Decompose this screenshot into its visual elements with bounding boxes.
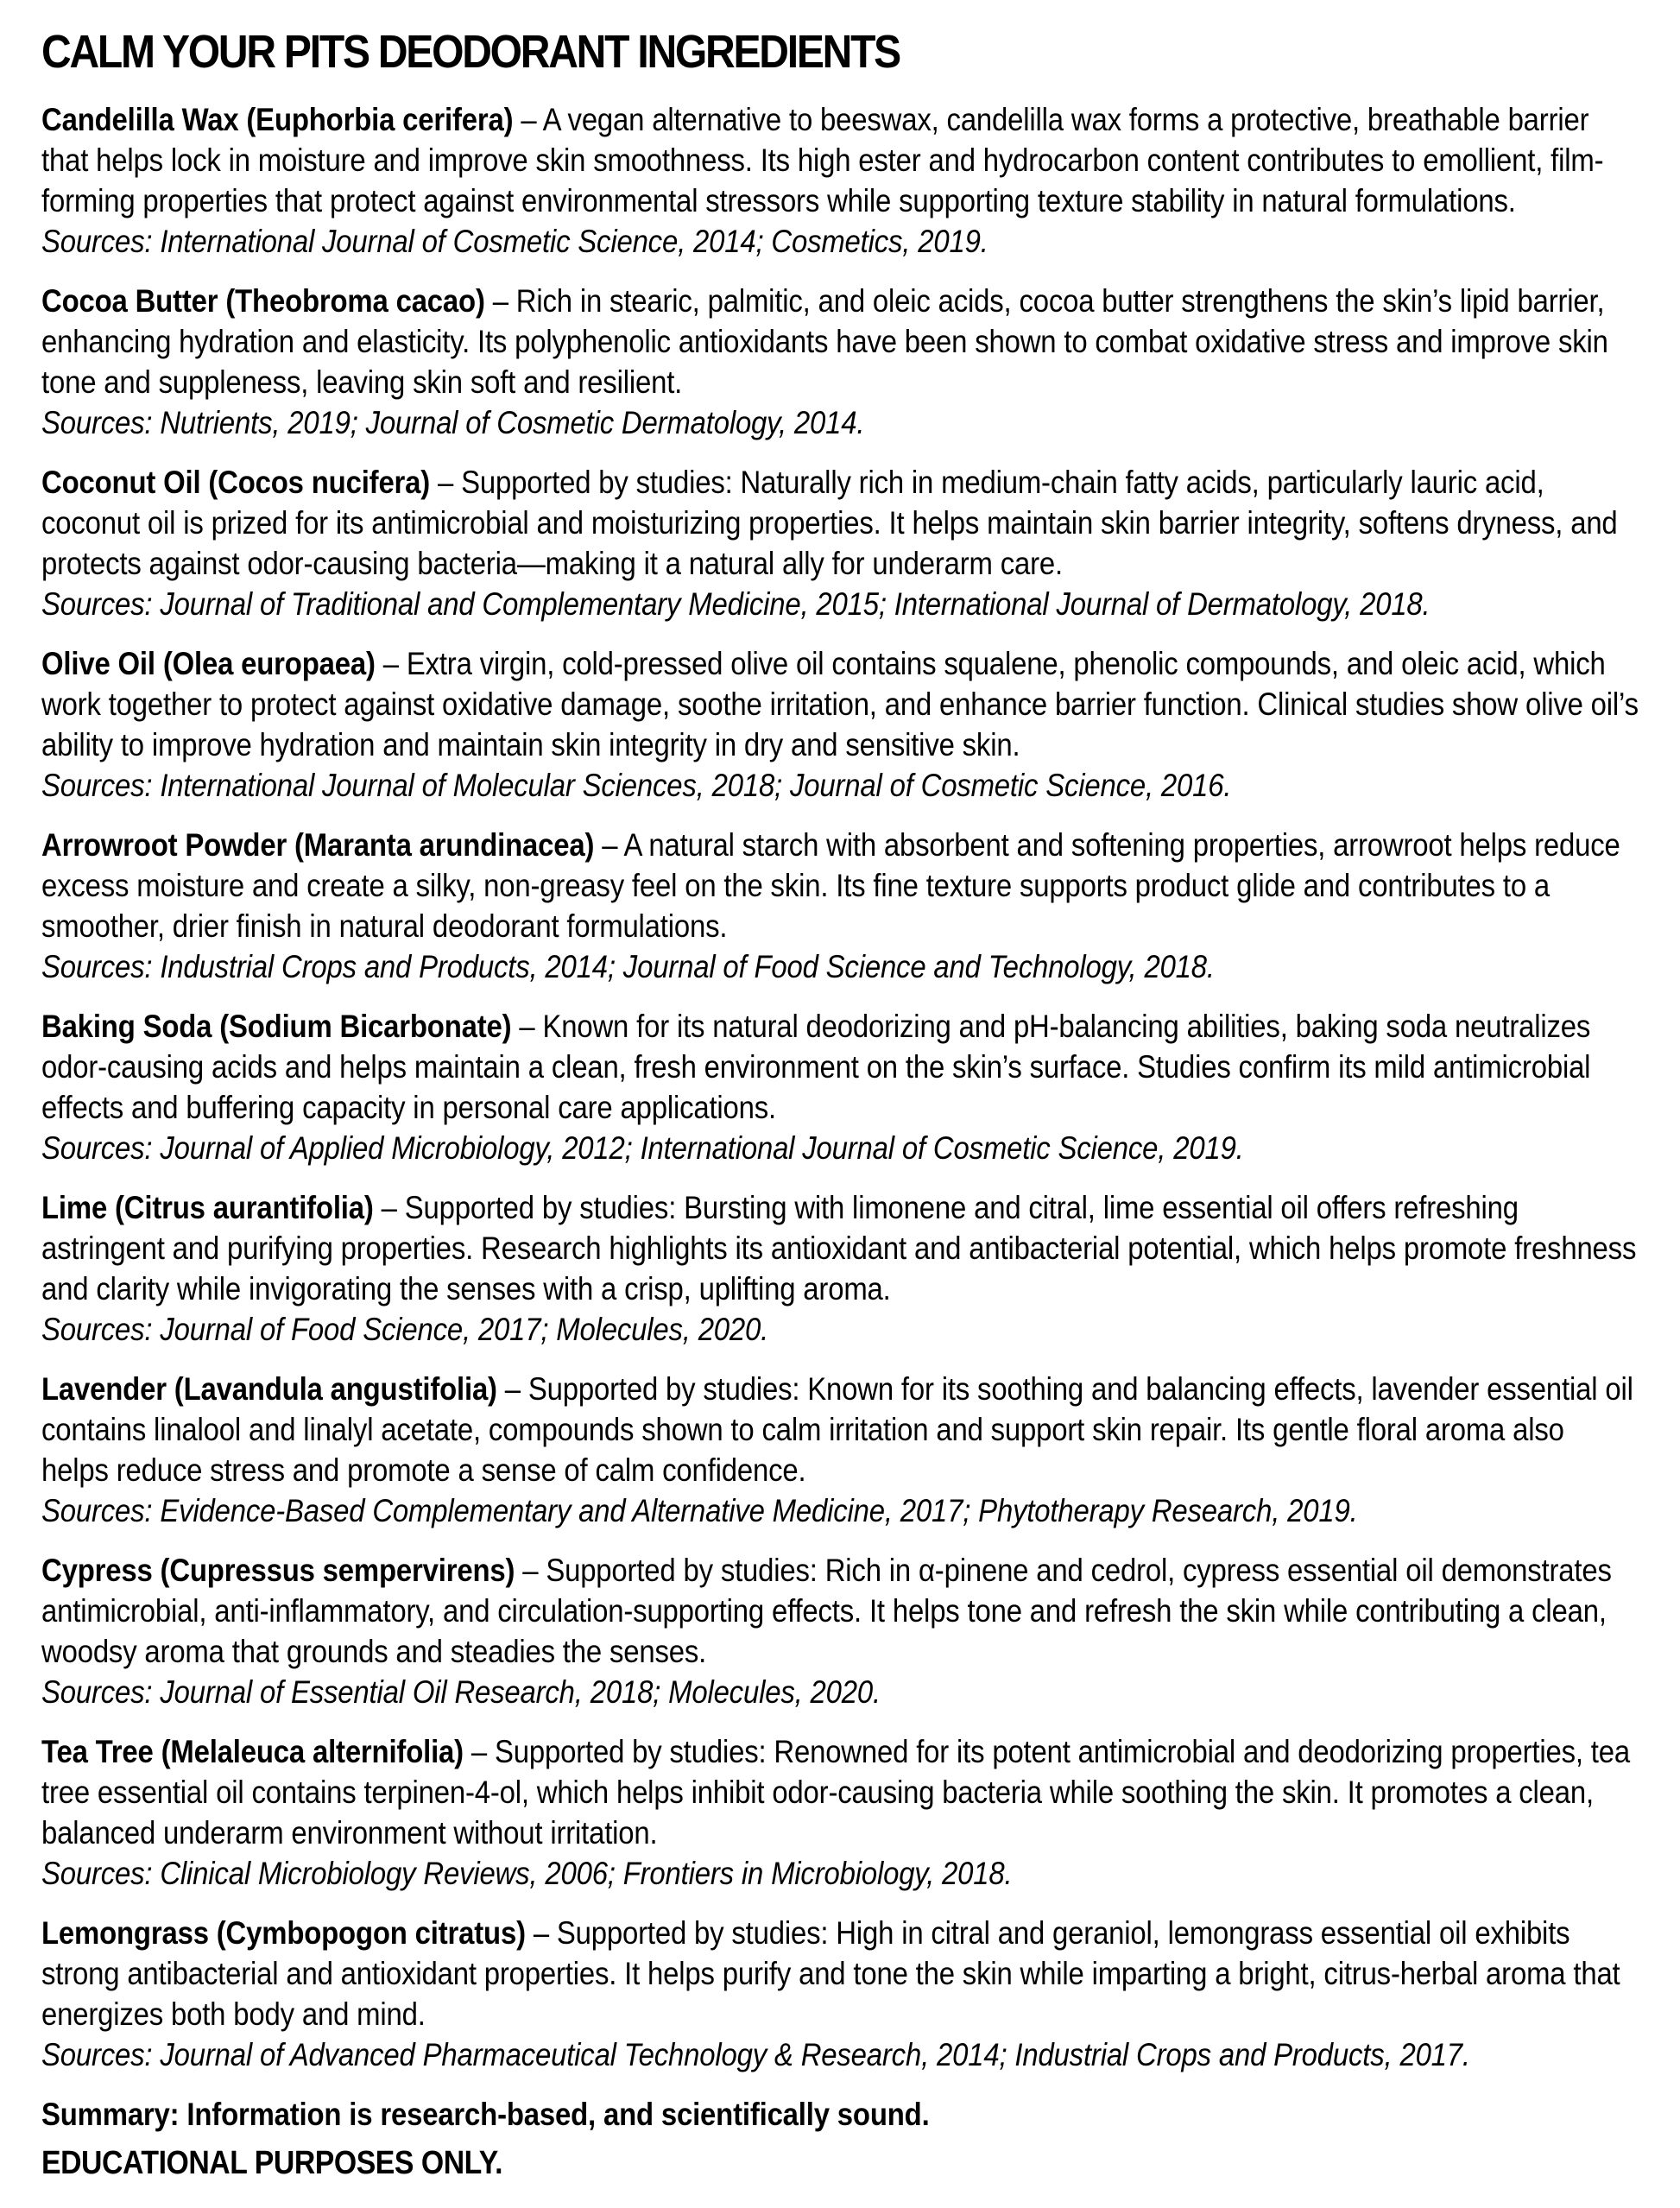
ingredient-paragraph — [41, 281, 1639, 402]
ingredient-sources: Sources: Nutrients, 2019; Journal of Cosmetic Dermatology, 2014. — [41, 405, 865, 440]
ingredient-entry — [41, 1006, 1639, 1168]
ingredient-name: Cocoa Butter (Theobroma cacao) — [41, 283, 485, 319]
ingredient-name: Candelilla Wax (Euphorbia cerifera) — [41, 102, 514, 137]
ingredient-description: – Supported by studies: Naturally rich in medium-chain fatty acids, particularly lauric acid, coconut oil is prized for its antimicrobial and moisturizing properties. It helps maintain skin barrier integrity, softens dryness, and protects against odor-causing bacteria—making it a natural ally for underarm care. — [41, 465, 1618, 581]
ingredient-entry — [41, 1187, 1639, 1350]
ingredient-paragraph — [41, 99, 1639, 221]
ingredient-paragraph — [41, 825, 1639, 946]
ingredient-description: – Extra virgin, cold-pressed olive oil contains squalene, phenolic compounds, and oleic acid, which work together to protect against oxidative damage, soothe irritation, and enhance barrier function. Clinical studies show olive oil’s ability to improve hydration and maintain skin integrity in dry and sensitive skin. — [41, 646, 1639, 762]
ingredient-description: – Supported by studies: Known for its soothing and balancing effects, lavender essential oil contains linalool and linalyl acetate, compounds shown to calm irritation and support skin repair. Its gentle floral aroma also helps reduce stress and promote a sense of calm confidence. — [41, 1371, 1633, 1488]
ingredient-paragraph — [41, 1006, 1639, 1128]
ingredient-description: – Supported by studies: High in citral and geraniol, lemongrass essential oil exhibits strong antibacterial and antioxidant properties. It helps purify and tone the skin while imparting a bright, citrus-herbal aroma that energizes both body and mind. — [41, 1915, 1620, 2032]
summary-line: Summary: Information is research-based, and scientifically sound. — [41, 2097, 930, 2132]
ingredient-sources: Sources: Industrial Crops and Products, 2014; Journal of Food Science and Technology, 2018. — [41, 949, 1215, 984]
ingredient-name: Arrowroot Powder (Maranta arundinacea) — [41, 827, 595, 863]
ingredient-entry — [41, 1550, 1639, 1712]
ingredient-entry — [41, 1369, 1639, 1531]
ingredient-sources: Sources: Journal of Advanced Pharmaceutical Technology & Research, 2014; Industrial Crops and Products, 2017. — [41, 2037, 1470, 2072]
ingredient-sources: Sources: Journal of Essential Oil Research, 2018; Molecules, 2020. — [41, 1674, 881, 1710]
ingredient-description: – Known for its natural deodorizing and pH-balancing abilities, baking soda neutralizes odor-causing acids and helps maintain a clean, fresh environment on the skin’s surface. Studies confirm its mild antimicrobial effects and buffering capacity in personal care applications. — [41, 1009, 1591, 1125]
ingredient-description: – A vegan alternative to beeswax, candelilla wax forms a protective, breathable barrier that helps lock in moisture and improve skin smoothness. Its high ester and hydrocarbon content contributes to emollient, film-forming properties that protect against environmental stressors while supporting texture stability in natural formulations. — [41, 102, 1604, 218]
ingredient-entry — [41, 281, 1639, 443]
ingredient-description: – Supported by studies: Renowned for its potent antimicrobial and deodorizing properties, tea tree essential oil contains terpinen-4-ol, which helps inhibit odor-causing bacteria while soothing the skin. It promotes a clean, balanced underarm environment without irritation. — [41, 1734, 1630, 1851]
ingredient-name: Tea Tree (Melaleuca alternifolia) — [41, 1734, 464, 1769]
ingredient-sources: Sources: Clinical Microbiology Reviews, 2006; Frontiers in Microbiology, 2018. — [41, 1856, 1013, 1891]
ingredient-sources: Sources: Journal of Food Science, 2017; Molecules, 2020. — [41, 1312, 769, 1347]
ingredient-sources: Sources: Evidence-Based Complementary and Alternative Medicine, 2017; Phytotherapy Research, 2019. — [41, 1493, 1358, 1528]
ingredient-paragraph — [41, 1913, 1639, 2034]
ingredient-description: – A natural starch with absorbent and softening properties, arrowroot helps reduce excess moisture and create a silky, non-greasy feel on the skin. Its fine texture supports product glide and contributes to a smoother, drier finish in natural deodorant formulations. — [41, 827, 1620, 944]
ingredient-sources: Sources: Journal of Traditional and Complementary Medicine, 2015; International Journal of Dermatology, 2018. — [41, 586, 1431, 622]
ingredient-name: Lavender (Lavandula angustifolia) — [41, 1371, 497, 1407]
ingredient-paragraph — [41, 1187, 1639, 1309]
ingredient-name: Coconut Oil (Cocos nucifera) — [41, 465, 431, 500]
ingredient-entry — [41, 462, 1639, 624]
ingredient-description: – Rich in stearic, palmitic, and oleic acids, cocoa butter strengthens the skin’s lipid barrier, enhancing hydration and elasticity. Its polyphenolic antioxidants have been shown to combat oxidative stress and improve skin tone and suppleness, leaving skin soft and resilient. — [41, 283, 1608, 400]
ingredient-paragraph — [41, 1369, 1639, 1490]
ingredient-name: Olive Oil (Olea europaea) — [41, 646, 376, 681]
ingredient-sources: Sources: Journal of Applied Microbiology, 2012; International Journal of Cosmetic Science, 2019. — [41, 1130, 1244, 1166]
ingredient-entry — [41, 1731, 1639, 1894]
ingredient-name: Lime (Citrus aurantifolia) — [41, 1190, 374, 1225]
ingredient-entry — [41, 643, 1639, 806]
ingredient-description: – Supported by studies: Bursting with limonene and citral, lime essential oil offers refreshing astringent and purifying properties. Research highlights its antioxidant and antibacterial potential, which helps promote freshness and clarity while invigorating the senses with a crisp, uplifting aroma. — [41, 1190, 1637, 1306]
ingredient-paragraph — [41, 1731, 1639, 1853]
ingredient-entry — [41, 1913, 1639, 2075]
ingredient-paragraph — [41, 1550, 1639, 1672]
ingredient-entry — [41, 99, 1639, 262]
ingredient-entry — [41, 825, 1639, 987]
ingredient-sources: Sources: International Journal of Cosmetic Science, 2014; Cosmetics, 2019. — [41, 224, 988, 259]
page-title: CALM YOUR PITS DEODORANT INGREDIENTS — [41, 26, 900, 78]
ingredient-paragraph — [41, 462, 1639, 584]
ingredient-name: Baking Soda (Sodium Bicarbonate) — [41, 1009, 512, 1044]
ingredient-sources: Sources: International Journal of Molecular Sciences, 2018; Journal of Cosmetic Science, 2016. — [41, 768, 1232, 803]
ingredient-name: Lemongrass (Cymbopogon citratus) — [41, 1915, 526, 1951]
ingredient-paragraph — [41, 643, 1639, 765]
ingredient-name: Cypress (Cupressus sempervirens) — [41, 1553, 515, 1588]
ingredient-description: – Supported by studies: Rich in α-pinene and cedrol, cypress essential oil demonstrates antimicrobial, anti-inflammatory, and circulation-supporting effects. It helps tone and refresh the skin while contributing a clean, woodsy aroma that grounds and steadies the senses. — [41, 1553, 1612, 1669]
disclaimer-line: EDUCATIONAL PURPOSES ONLY. — [41, 2145, 503, 2181]
